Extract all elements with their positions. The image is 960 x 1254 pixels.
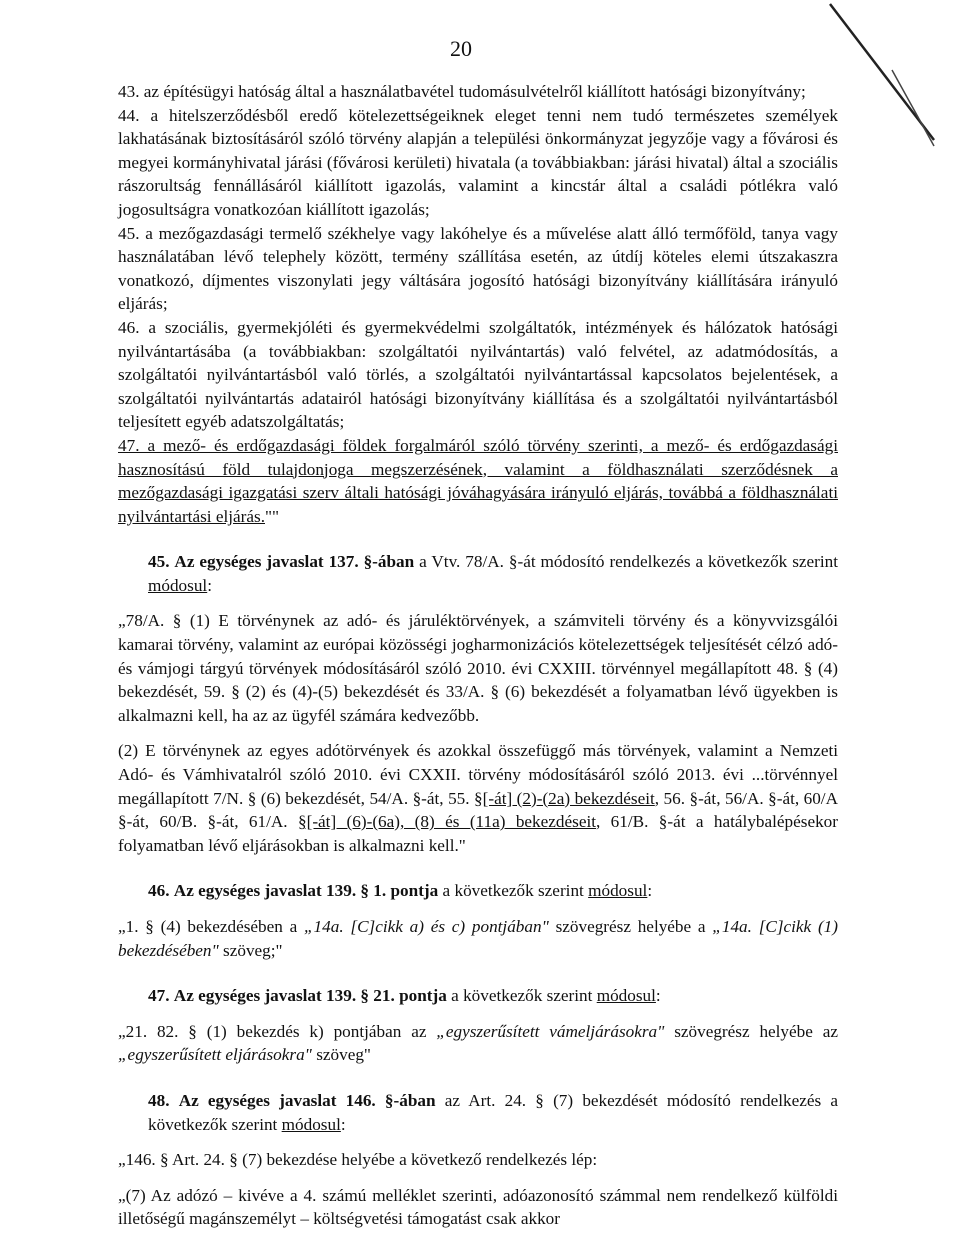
proposal-46-tail: módosul [588, 881, 648, 901]
amendment-21-part-a: „21. 82. § (1) bekezdés k) pontjában az [118, 1021, 437, 1041]
amendment-1-part-c: szövegrész helyébe a [548, 917, 713, 936]
proposal-45-rest: a Vtv. 78/A. §-át módosító rendelkezés a következők szerint [414, 552, 839, 572]
scan-corner-mark [822, 0, 942, 150]
proposal-45-tail: módosul [148, 575, 208, 595]
amendment-1-part-e: szöveg;" [218, 940, 283, 960]
proposal-45 [118, 550, 838, 597]
amendment-21-part-e: szöveg" [311, 1045, 371, 1065]
section-78a-para-1: „78/A. § (1) E törvénynek az adó- és járuléktörvények, a számviteli törvény és a könyvvizsgálói kamarai törvény, valamint az európai közösségi jogharmonizációs kötelezettségek teljesítését célzó adó- és vámjogi tárgyú törvények módosításáról szóló 2010. évi CXXIII. törvénnyel megállapított 48. § (4) bekezdését, 59. § (2) és (4)-(5) bekezdését és 33/A. § (6) bekezdését a folyamatban lévő ügyekben is alkalmazni kell, ha az az ügyfél számára kedvezőbb. [118, 611, 838, 725]
proposal-48-tail: módosul [281, 1114, 341, 1134]
item-44: 44. a hitelszerződésből eredő kötelezettségeiknek eleget tenni nem tudó természetes személyek lakhatásának biztosításáról szóló törvény alapján a települési önkormányzat jegyzője vagy a fővárosi és megyei kormányhivatal járási (fővárosi kerületi) hivatala (a továbbiakban: járási hivatal) által a szociális rászorultság fennállásáról kiállított igazolás, valamint a kincstár által a családi pótlékra való jogosultságra vonatkozóan kiállított igazolás; [118, 105, 838, 219]
proposal-47-rest: a következők szerint [446, 986, 597, 1006]
page-number: 20 [450, 36, 472, 61]
amendment-1 [118, 915, 838, 962]
amendment-21-part-c: szövegrész helyébe az [664, 1021, 838, 1041]
amendment-1-part-a: „1. § (4) bekezdésében a [118, 917, 304, 936]
proposal-47 [118, 984, 838, 1008]
proposal-47-tail: módosul [596, 986, 656, 1006]
para-2-part-e: , 61/B. §-át a hatálybalépésekor folyamatban lévő eljárásokban is alkalmazni kell." [118, 812, 839, 855]
proposal-45-colon: : [207, 575, 212, 595]
para-2-part-d: §[-át] (6)-(6a), (8) és (11a) bekezdéseit [298, 812, 596, 832]
section-78a-para-2 [118, 739, 838, 857]
section-146-intro: „146. § Art. 24. § (7) bekezdése helyébe a következő rendelkezés lép: [118, 1150, 598, 1170]
proposal-46-colon: : [647, 881, 653, 901]
proposal-45-number: 45. [148, 552, 170, 572]
proposal-46-lead: Az egységes javaslat 139. § 1. pontja [173, 881, 439, 901]
proposal-48-rest: az Art. 24. § (7) bekezdését módosító rendelkezés a következők szerint [148, 1090, 839, 1134]
amendment-21-new-text: „egyszerűsített eljárásokra" [118, 1045, 312, 1065]
item-47-inserted-text: 47. a mező- és erdőgazdasági földek forgalmáról szóló törvény szerinti, a mező- és erdőgazdasági hasznosítású föld tulajdonjoga megszerzésének, valamint a földhasználati szerződésnek a mezőgazdasági igazgatási szerv általi hatósági jóváhagyására irányuló eljárás, továbbá a földhasználati nyilvántartási eljárás. [118, 435, 838, 526]
item-45: 45. a mezőgazdasági termelő székhelye vagy lakóhelye és a művelése alatt álló termőföld, tanya vagy használatában lévő telephely között, termény szállítása esetén, az útdíj köteles elemi útszakaszra vonatkozó, díjmentes viszonylati jegy váltására jogosító hatósági bizonyítvány kiállítására irányuló eljárás; [118, 223, 838, 314]
proposal-47-colon: : [655, 986, 661, 1006]
section-146-para-7: „(7) Az adózó – kivéve a 4. számú melléklet szerinti, adóazonosító számmal nem rendelkező külföldi illetőségű magánszemélyt – költségvetési támogatást csak akkor [118, 1185, 838, 1229]
proposal-46-rest: a következők szerint [438, 881, 589, 901]
proposal-46 [118, 879, 838, 903]
document-body [118, 80, 838, 1231]
item-47 [118, 434, 838, 528]
proposal-48-number: 48. [148, 1090, 170, 1110]
item-43: 43. az építésügyi hatóság által a használatbavétel tudomásulvételről kiállított hatósági bizonyítvány; [118, 82, 806, 101]
amendment-1-old-text: „14a. [C]cikk a) és c) pontjában" [303, 917, 549, 936]
proposal-47-number: 47. [148, 986, 170, 1006]
para-2-part-c: , 56. §-át, 56/A. §-át, 60/A §-át, 60/B. §-át, 61/A. [118, 788, 838, 832]
para-2-part-a: (2) E törvénynek az egyes adótörvények és azokkal összefüggő más törvények, valamint a Nemzeti Adó- és Vámhivatalról szóló 2010. évi CXXII. törvény módosításáról szóló 2013. évi ...törvénnyel megállapított 7/N. § (6) bekezdését, 54/A. §-át, 55. [118, 741, 838, 808]
amendment-21-old-text: „egyszerűsített vámeljárásokra" [436, 1021, 665, 1041]
item-47-quote-close: "" [265, 506, 280, 526]
amendment-1-new-text: „14a. [C]cikk (1) bekezdésében" [118, 917, 838, 960]
proposal-45-lead: Az egységes javaslat 137. §-ában [174, 552, 415, 572]
amendment-21 [118, 1020, 838, 1067]
proposal-46-number: 46. [148, 881, 170, 901]
proposal-48-lead: Az egységes javaslat 146. §-ában [178, 1090, 436, 1110]
item-46: 46. a szociális, gyermekjóléti és gyermekvédelmi szolgáltatók, intézmények és hálózatok hatósági nyilvántartásába (a továbbiakban: szolgáltatói nyilvántartás) való felvétel, az adatmódosítás, a szolgáltatói nyilvántartásból való törlés, a szolgáltatói nyilvántartással kapcsolatos bejelentések, a szolgáltatói nyilvántartás adatairól hatósági bizonyítvány kiállítása és a szolgáltatói nyilvántartásból teljesített egyéb adatszolgáltatás; [118, 317, 838, 432]
para-2-part-b: §[-át] (2)-(2a) bekezdéseit [474, 788, 655, 808]
proposal-48-colon: : [340, 1114, 346, 1134]
proposal-47-lead: Az egységes javaslat 139. § 21. pontja [173, 986, 447, 1006]
proposal-48 [118, 1089, 838, 1136]
